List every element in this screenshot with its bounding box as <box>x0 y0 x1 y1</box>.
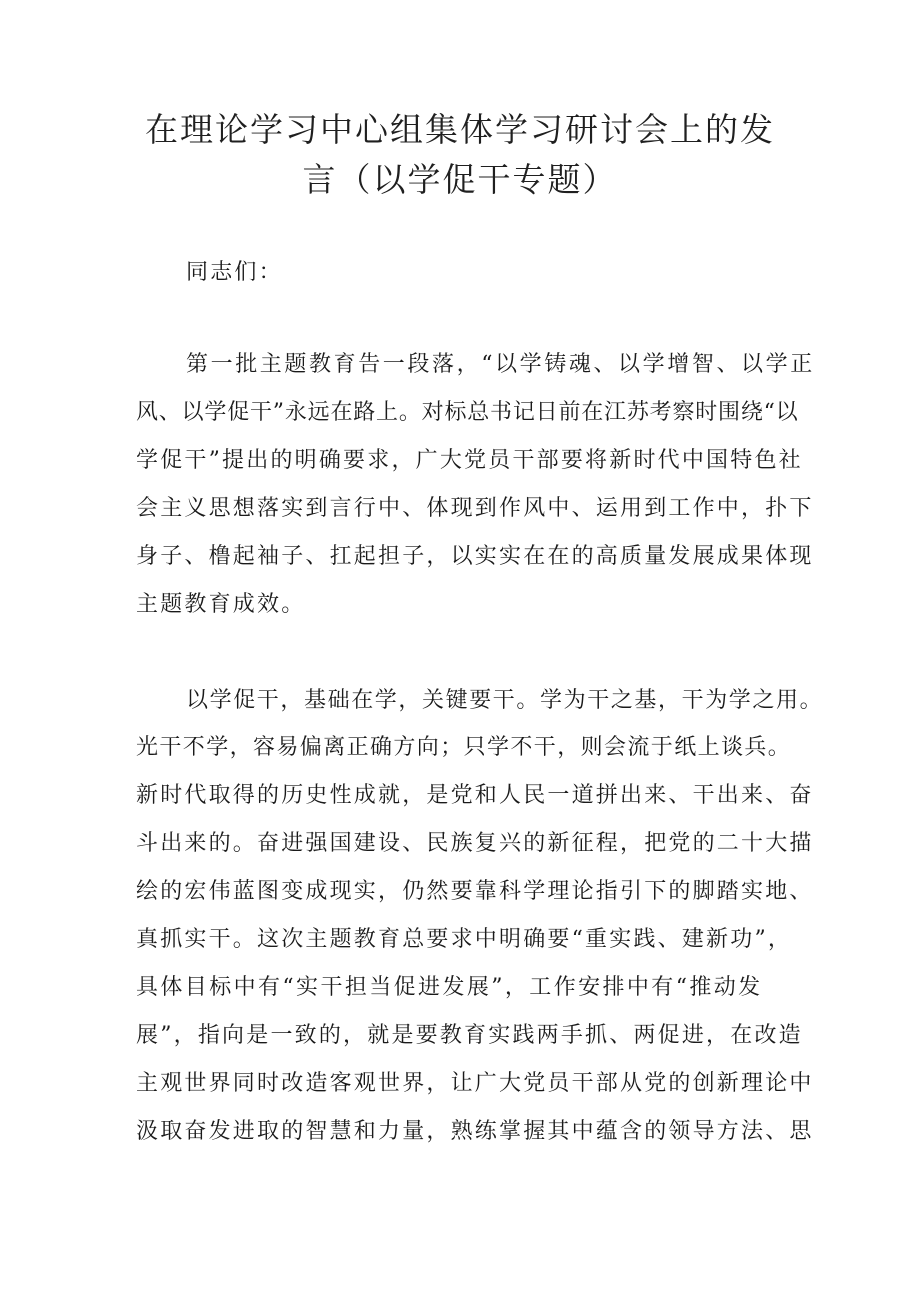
paragraph-1-line-1: 第一批主题教育告一段落，“以学铸魂、以学增智、以学正 <box>186 352 815 377</box>
salutation: 同志们： <box>186 260 283 285</box>
document-title-line-2: 言（以学促干专题） <box>302 160 618 199</box>
paragraph-2-line-8: 展”，指向是一致的，就是要教育实践两手抓、两促进，在改造 <box>136 1023 803 1048</box>
paragraph-2-line-7: 具体目标中有“实干担当促进发展”，工作安排中有“推动发 <box>136 975 763 1000</box>
document-title-line-1: 在理论学习中心组集体学习研讨会上的发 <box>145 110 775 149</box>
paragraph-2-line-4: 斗出来的。奋进强国建设、民族复兴的新征程，把党的二十大描 <box>136 831 814 856</box>
paragraph-2-line-3: 新时代取得的历史性成就，是党和人民一道拼出来、干出来、奋 <box>136 783 814 808</box>
paragraph-1-line-5: 身子、橹起袖子、扛起担子，以实实在在的高质量发展成果体现 <box>136 544 814 569</box>
paragraph-1-line-3: 学促干”提出的明确要求，广大党员干部要将新时代中国特色社 <box>136 448 803 473</box>
paragraph-2-line-10: 汲取奋发进取的智慧和力量，熟练掌握其中蕴含的领导方法、思 <box>136 1119 814 1144</box>
paragraph-1-line-6: 主题教育成效。 <box>136 592 306 617</box>
paragraph-2-line-2: 光干不学，容易偏离正确方向；只学不干，则会流于纸上谈兵。 <box>136 735 792 760</box>
paragraph-2-line-1: 以学促干，基础在学，关键要干。学为干之基，干为学之用。 <box>186 688 824 713</box>
paragraph-2-line-6: 真抓实干。这次主题教育总要求中明确要“重实践、建新功”， <box>136 927 793 952</box>
paragraph-1-line-2: 风、以学促干”永远在路上。对标总书记日前在江苏考察时围绕“以 <box>136 400 799 425</box>
paragraph-2-line-5: 绘的宏伟蓝图变成现实，仍然要靠科学理论指引下的脚踏实地、 <box>136 879 814 904</box>
paragraph-1-line-4: 会主义思想落实到言行中、体现到作风中、运用到工作中，扑下 <box>136 496 814 521</box>
paragraph-2-line-9: 主观世界同时改造客观世界，让广大党员干部从党的创新理论中 <box>136 1071 814 1096</box>
